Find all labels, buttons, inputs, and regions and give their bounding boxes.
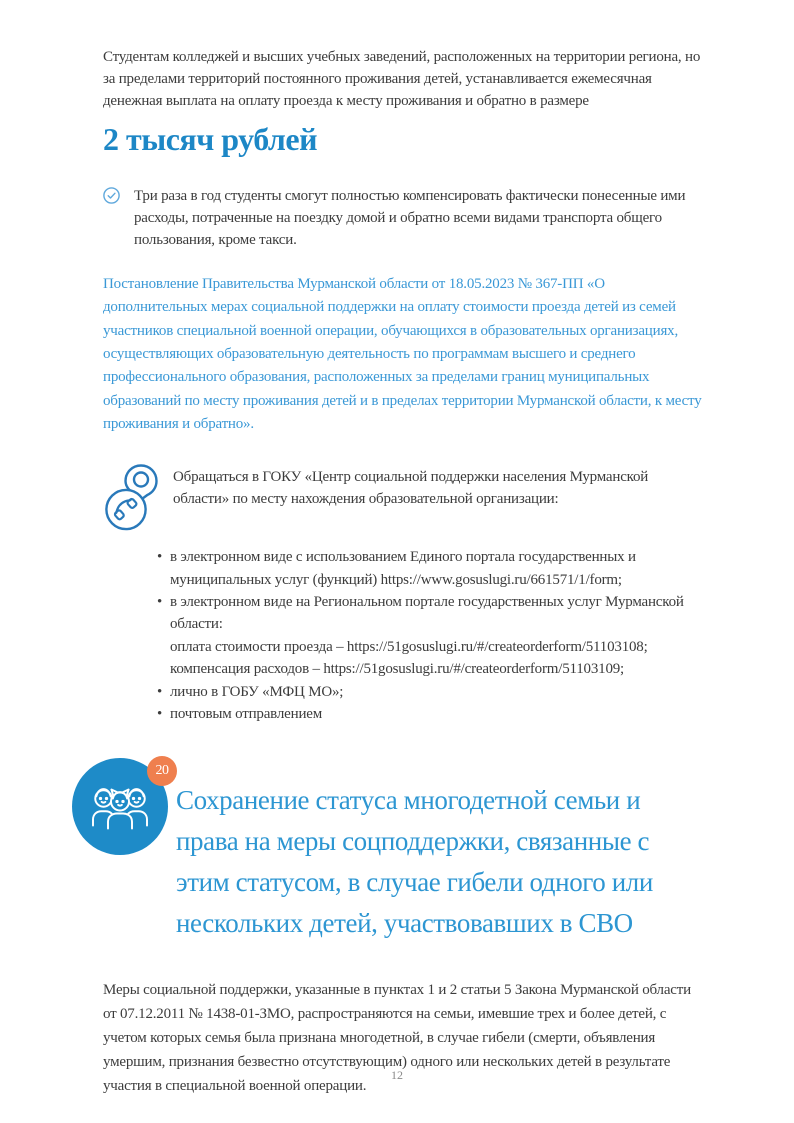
channel-item-epgu bbox=[157, 546, 702, 591]
measure-body: Меры социальной поддержки, указанные в пунктах 1 и 2 статьи 5 Закона Мурманской области от 07.12.2011 № 1438-01-ЗМО, распространяются на семьи, имевшие трех и более детей, с учетом которых семья была признана многодетной, в случае гибели (смерти, объявления умершим, признания безвестно отсутствующим) одного или нескольких детей в результате участия в специальной военной операции. bbox=[103, 981, 691, 1094]
page-number: 12 bbox=[391, 1068, 403, 1082]
application-channels-list bbox=[157, 546, 702, 725]
channel-item-mail bbox=[157, 703, 702, 725]
measure-20-section bbox=[103, 758, 702, 1098]
channel-item-rpgu bbox=[157, 591, 702, 681]
channel-line-url: оплата стоимости проезда – https://51gosuslugi.ru/#/createorderform/51103108; bbox=[170, 638, 648, 655]
phone-location-icon bbox=[103, 458, 165, 532]
channel-line: • в электронном виде с использованием Единого портала государственных и муниципальных услуг (функций) https://www.gosuslugi.ru/661571/1/form; bbox=[170, 549, 636, 588]
measure-number-badge: 20 bbox=[147, 756, 177, 786]
channel-line: • почтовым отправлением bbox=[170, 706, 323, 723]
note-text: Три раза в год студенты смогут полностью компенсировать фактически понесенные ими расходы, потраченные на поездку домой и обратно всеми видами транспорта общего пользования, кроме такси. bbox=[134, 188, 686, 249]
contact-block bbox=[103, 458, 702, 532]
contact-intro: Обращаться в ГОКУ «Центр социальной поддержки населения Мурманской области» по месту нахождения образовательной организации: bbox=[173, 469, 649, 508]
amount-heading: 2 тысяч рублей bbox=[103, 121, 318, 157]
check-circle-icon bbox=[103, 187, 120, 204]
measure-icon-wrap bbox=[72, 758, 168, 855]
measure-title: Сохранение статуса многодетной семьи и права на меры соцподдержки, связанные с этим статусом, в случае гибели одного или нескольких детей, участвовавших в СВО bbox=[176, 784, 653, 938]
measure-header bbox=[72, 758, 702, 944]
intro-paragraph: Студентам колледжей и высших учебных заведений, расположенных на территории региона, но за пределами территорий постоянного проживания детей, устанавливается ежемесячная денежная выплата на оплату проезда к месту проживания и обратно в размере bbox=[103, 49, 701, 109]
channel-line-url: компенсация расходов – https://51gosuslugi.ru/#/createorderform/51103109; bbox=[170, 661, 625, 678]
channel-line: • в электронном виде на Региональном портале государственных услуг Мурманской области: bbox=[170, 594, 684, 633]
legal-reference: Постановление Правительства Мурманской области от 18.05.2023 № 367-ПП «О дополнительных мерах социальной поддержки на оплату стоимости проезда детей из семей участников специальной военной операции, обучающихся в образовательных организациях, осуществляющих образовательную деятельность по программам высшего и среднего профессионального образования, расположенных за пределами границ муниципальных образований по месту проживания детей и в пределах территории Мурманской области, к месту проживания и обратно». bbox=[103, 276, 702, 432]
note-row bbox=[103, 185, 702, 251]
channel-item-mfc bbox=[157, 681, 702, 703]
channel-line: • лично в ГОБУ «МФЦ МО»; bbox=[170, 683, 344, 700]
